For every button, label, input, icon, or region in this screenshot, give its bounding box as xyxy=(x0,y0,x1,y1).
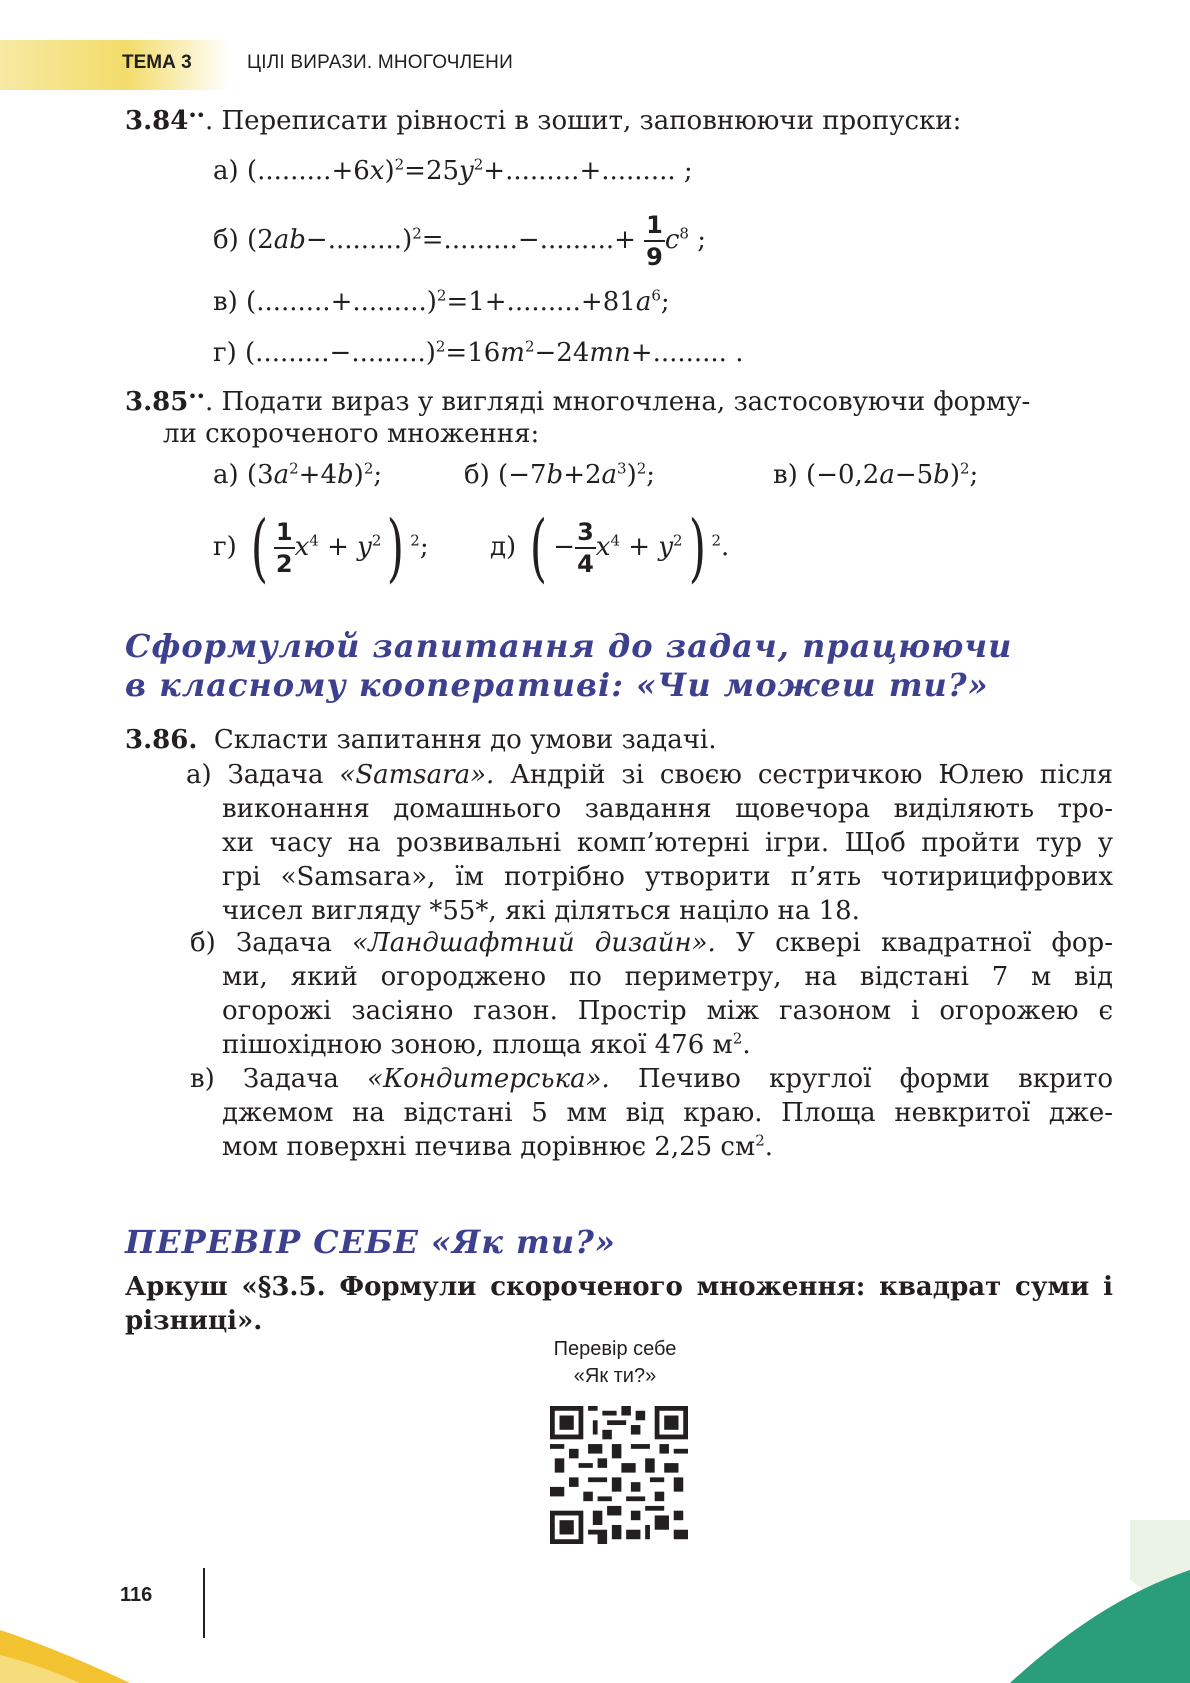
fraction: $\frac{1}{2}$ xyxy=(275,518,293,578)
task-name: «Ландшафтний дизайн». xyxy=(352,928,716,958)
self-check-heading: ПЕРЕВІР СЕБЕ «Як ти?» xyxy=(125,1223,616,1261)
topic-number: ТЕМА 3 xyxy=(122,52,192,73)
task-confectionery: в) Задача «Кондитерська». Печиво круглої форми вкрито xyxy=(190,1064,1113,1094)
difficulty-dots: •• xyxy=(188,389,205,405)
task-samsara-body: виконання домашнього завдання щовечора виділяють тро- хи часу на розвивальні комп’ютерні ігри. Щоб пройти тур у грі «Samsara», їм потрібно утворити п’ять чотирицифрових чисел вигляду *55*, які діляться націло на 18. xyxy=(222,794,1113,926)
corner-decoration-left xyxy=(0,1610,150,1683)
exercise-number: 3.85 xyxy=(125,387,189,417)
exercise-3-84-c: в) $(.........+.........)^2=1+.........+81a^6$; xyxy=(213,286,670,317)
task-landscape-body: ми, який огороджено по периметру, на відстані 7 м від огорожі засіяно газон. Простір між газоном і огорожею є пішохідною зоною, площа якої 476 $м^2$. xyxy=(222,962,1113,1060)
exercise-number: 3.86. xyxy=(125,725,198,755)
page-number-divider xyxy=(203,1568,205,1638)
fraction: $\frac{3}{4}$ xyxy=(577,518,594,578)
exercise-3-85-intro xyxy=(125,385,1030,419)
exercise-3-85-a: а) $(3a^2+4b)^2$; xyxy=(213,459,383,490)
exercise-number: 3.84 xyxy=(125,106,189,136)
exercise-3-85-c: в) $(-0,2a-5b)^2$; xyxy=(773,459,979,490)
exercise-3-85-b: б) $(-7b+2a^3)^2$; xyxy=(464,459,656,490)
topic-title: ЦІЛІ ВИРАЗИ. МНОГОЧЛЕНИ xyxy=(247,52,513,73)
exercise-3-84-intro xyxy=(125,104,961,138)
task-name: «Samsara». xyxy=(339,760,495,790)
exercise-3-84-d: г) $(.........-.........)^2=16m^2-24mn+$......... . xyxy=(213,337,744,368)
exercise-3-85-e: д) ( − $\frac{3}{4}$ $x^4 + y^2$) $^2$. xyxy=(490,505,730,591)
qr-caption: Перевір себе «Як ти?» xyxy=(553,1338,677,1387)
section-heading-line2: в класному кооперативі: «Чи можеш ти?» xyxy=(125,666,989,704)
task-samsara: а) Задача «Samsara». Андрій зі своєю сестричкою Юлею після xyxy=(186,760,1113,790)
exercise-3-84-a: а) $(.........+6x)^2=25y^2+.........+$......... ; xyxy=(213,155,693,186)
header-band xyxy=(0,40,230,90)
fraction: $\frac{1}{9}$ xyxy=(646,211,663,271)
exercise-text: . Переписати рівності в зошит, заповнюючи пропуски: xyxy=(204,106,962,136)
exercise-3-85-intro-line2: ли скороченого множення: xyxy=(163,419,540,449)
self-check-sheet: Аркуш «§3.5. Формули скороченого множення: квадрат суми і різниці». xyxy=(125,1272,1113,1336)
exercise-text: Скласти запитання до умови задачі. xyxy=(213,725,717,755)
exercise-text: . Подати вираз у вигляді многочлена, застосовуючи форму- xyxy=(204,387,1031,417)
section-heading-line1: Сформулюй запитання до задач, працюючи xyxy=(125,627,1013,665)
exercise-3-84-b: б) $(2ab-.........)^2=.........-.........+$ $\frac{1}{9}$ $c^8$ ; xyxy=(213,211,706,271)
task-name: «Кондитерська». xyxy=(367,1064,610,1094)
corner-decoration-right xyxy=(1010,1520,1190,1683)
exercise-3-85-d: г) ( $\frac{1}{2}$ $x^4 + y^2$) $^2$; xyxy=(213,505,429,591)
qr-code[interactable] xyxy=(550,1406,688,1544)
difficulty-dots: •• xyxy=(188,108,205,124)
page-number: 116 xyxy=(120,1584,153,1606)
exercise-3-86-intro xyxy=(125,723,716,757)
task-landscape: б) Задача «Ландшафтний дизайн». У сквері квадратної фор- xyxy=(190,928,1113,958)
task-confectionery-body: джемом на відстані 5 мм від краю. Площа невкритої дже- мом поверхні печива дорівнює 2,25 $см^2$. xyxy=(222,1098,1113,1162)
